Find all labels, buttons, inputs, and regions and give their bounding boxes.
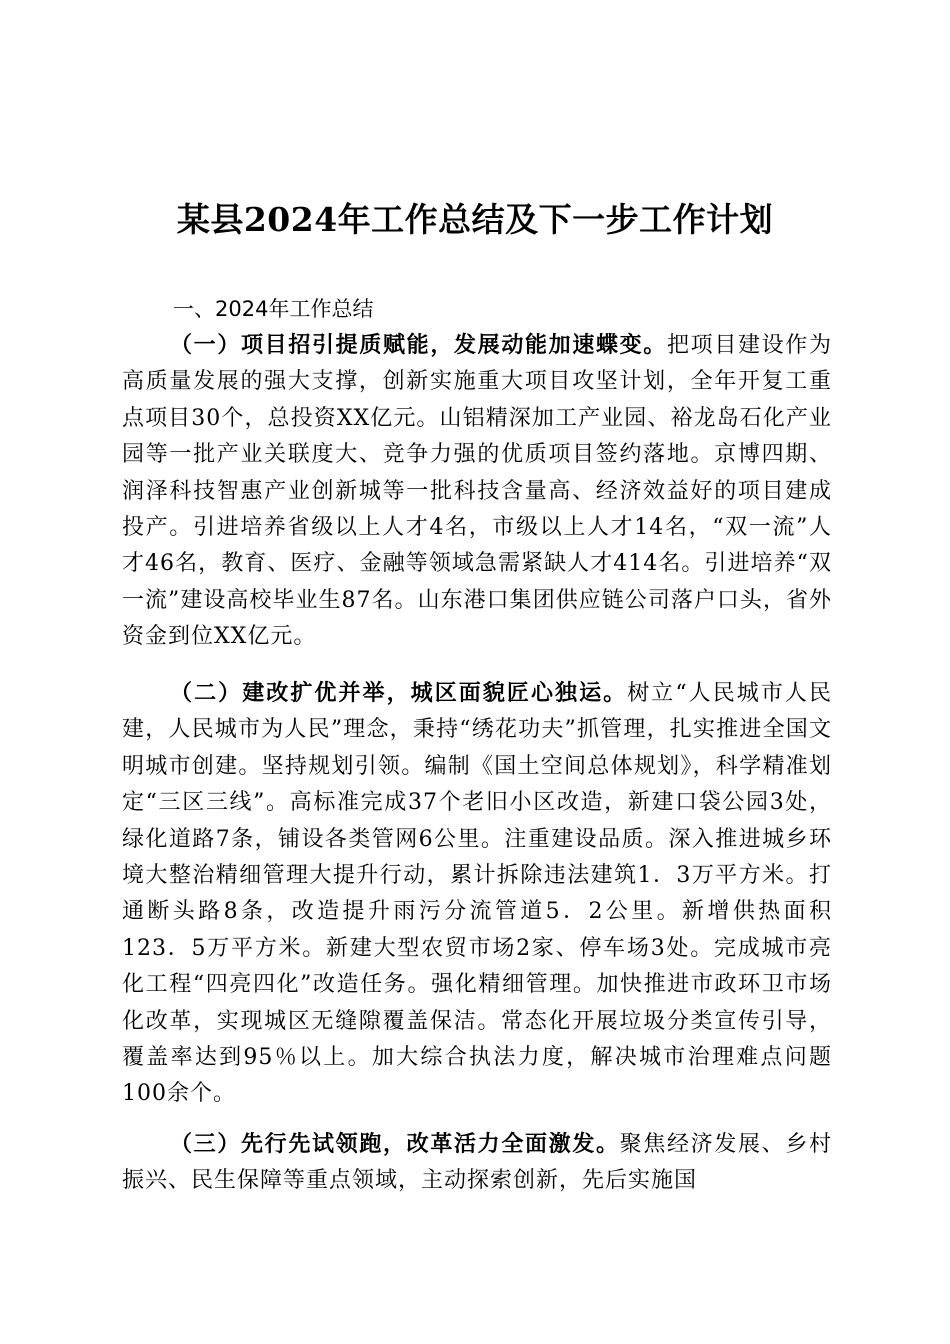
paragraph-2	[122, 675, 832, 1113]
document-title: 某县2024年工作总结及下一步工作计划	[176, 200, 774, 239]
paragraph-2-body: 树立“人民城市人民建，人民城市为人民”理念，秉持“绣花功夫”抓管理，扎实推进全国文明城市创建。坚持规划引领。编制《国土空间总体规划》，科学精准划定“三区三线”。高标准完成37个老旧小区改造，新建口袋公园3处，绿化道路7条，铺设各类管网6公里。注重建设品质。深入推进城乡环境大整治精细管理大提升行动，累计拆除违法建筑1．3万平方米。打通断头路8条，改造提升雨污分流管道5．2公里。新增供热面积123．5万平方米。新建大型农贸市场2家、停车场3处。完成城市亮化工程“四亮四化”改造任务。强化精细管理。加快推进市政环卫市场化改革，实现城区无缝隙覆盖保洁。常态化开展垃圾分类宣传引导，覆盖率达到95％以上。加大综合执法力度，解决城市治理难点问题100余个。	[122, 681, 832, 1107]
paragraph-1-body: 把项目建设作为高质量发展的强大支撑，创新实施重大项目攻坚计划，全年开复工重点项目30个，总投资XX亿元。山铝精深加工产业园、裕龙岛石化产业园等一批产业关联度大、竞争力强的优质项目签约落地。京博四期、润泽科技智惠产业创新城等一批科技含量高、经济效益好的项目建成投产。引进培养省级以上人才4名，市级以上人才14名，“双一流”人才46名，教育、医疗、金融等领域急需紧缺人才414名。引进培养“双一流”建设高校毕业生87名。山东港口集团供应链公司落户口头，省外资金到位XX亿元。	[122, 333, 832, 650]
paragraph-1-lead: （一）项目招引提质赋能，发展动能加速蝶变。	[170, 332, 667, 358]
paragraph-3-lead: （三）先行先试领跑，改革活力全面激发。	[170, 1131, 620, 1157]
paragraph-2-lead: （二）建改扩优并举，城区面貌匠心独运。	[170, 680, 628, 706]
paragraph-1	[122, 327, 832, 656]
paragraph-3	[122, 1126, 832, 1200]
paragraph-3-body: 聚焦经济发展、乡村振兴、民生保障等重点领域，主动探索创新，先后实施国	[122, 1132, 832, 1194]
section-heading: 一、2024年工作总结	[173, 297, 374, 321]
